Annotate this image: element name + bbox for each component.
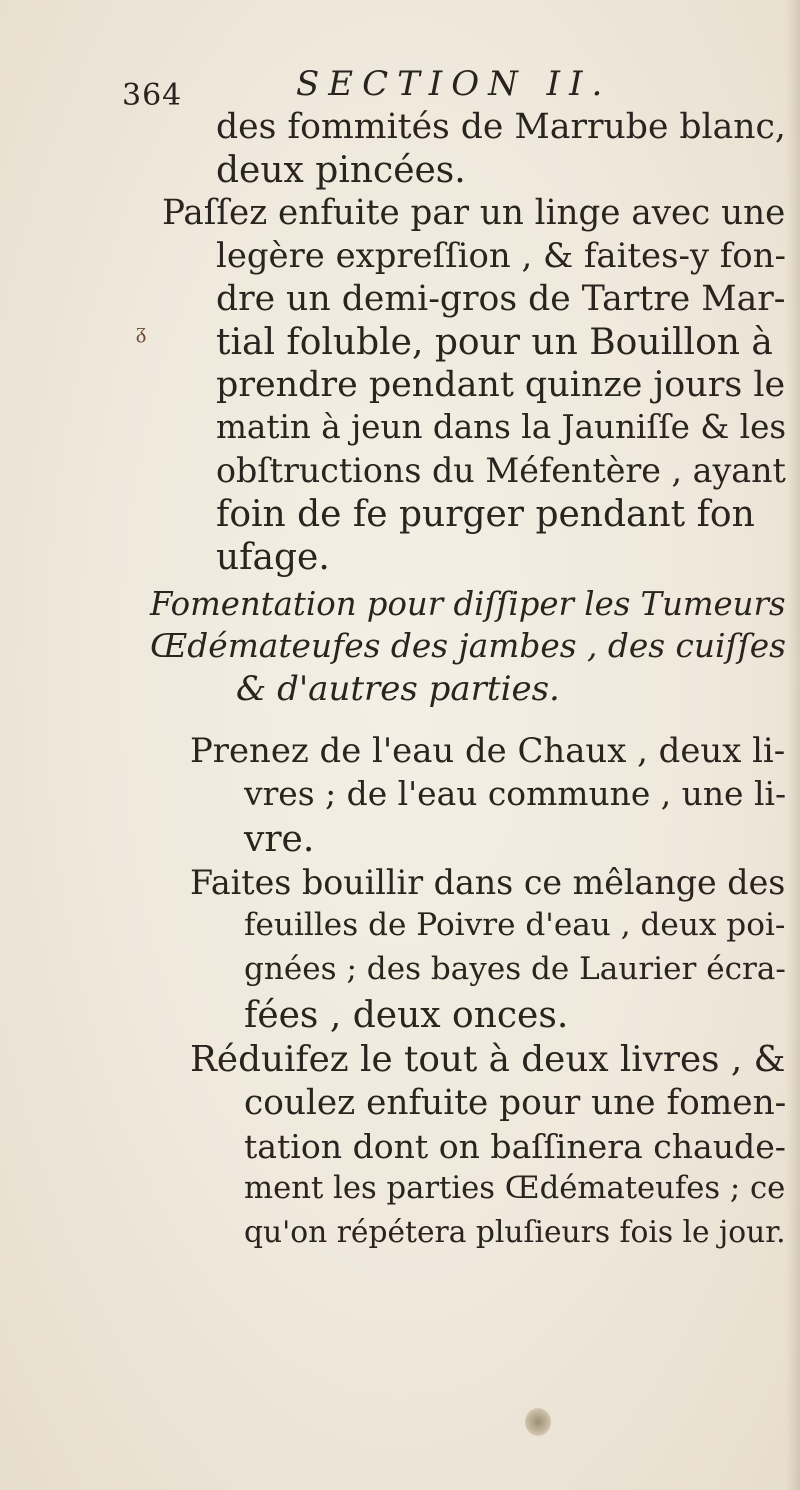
recipe-line: Faites bouillir dans ce mêlange des [190, 863, 786, 902]
body-line: Paſſez enfuite par un linge avec une [162, 193, 786, 233]
recipe-line: tation dont on baſſinera chaude- [244, 1127, 786, 1166]
section-heading-line: Œdémateufes des jambes , des cuiſſes [150, 627, 787, 665]
recipe-line: ment les parties Œdémateufes ; ce [244, 1171, 786, 1206]
body-line: legère expreſſion , & faites-y fon- [216, 236, 786, 275]
body-line: ufage. [216, 537, 330, 578]
paper-stain [525, 1408, 551, 1436]
page-number: 364 [122, 78, 183, 113]
recipe-line: coulez enfuite pour une fomen- [244, 1083, 787, 1123]
body-line: des fommités de Marrube blanc, [216, 107, 786, 147]
body-line: foin de fe purger pendant fon [216, 494, 755, 535]
running-head: SECTION II. [296, 64, 612, 104]
recipe-line: vre. [244, 819, 315, 860]
page-edge-shadow [786, 0, 800, 1490]
recipe-line: qu'on répétera pluſieurs fois le jour. [244, 1215, 786, 1250]
body-line: dre un demi-gros de Tartre Mar- [216, 279, 786, 319]
body-line: prendre pendant quinze jours le [216, 365, 786, 405]
recipe-line: Réduifez le tout à deux livres , & [190, 1039, 786, 1080]
body-line: obſtructions du Méfentère , ayant [216, 451, 786, 490]
recipe-line: vres ; de l'eau commune , une li- [244, 774, 787, 813]
body-line: matin à jeun dans la Jauniſſe & les [216, 408, 787, 446]
section-heading-line: & d'autres parties. [236, 669, 560, 709]
body-line: deux pincées. [216, 150, 466, 191]
body-line: tial foluble, pour un Bouillon à [216, 322, 773, 363]
margin-mark: ᵹ [136, 319, 147, 344]
recipe-line: fées , deux onces. [244, 995, 569, 1036]
recipe-line: Prenez de l'eau de Chaux , deux li- [190, 731, 786, 770]
recipe-line: gnées ; des bayes de Laurier écra- [244, 951, 786, 987]
section-heading-line: Fomentation pour diſſiper les Tumeurs [150, 585, 786, 623]
recipe-line: feuilles de Poivre d'eau , deux poi- [244, 907, 786, 943]
